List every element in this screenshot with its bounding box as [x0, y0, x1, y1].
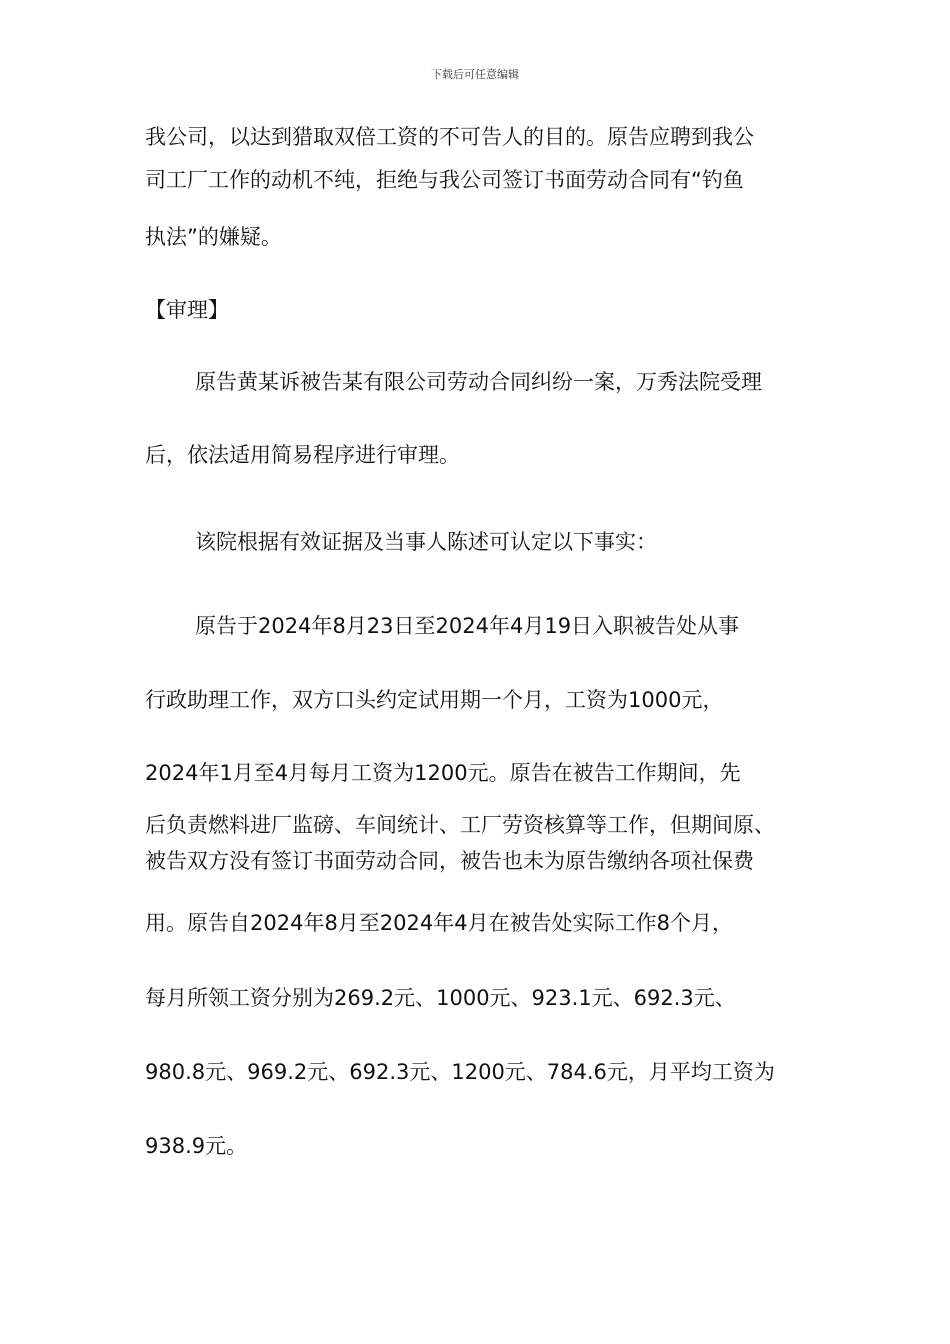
text-line-3: 执法”的嫌疑。 [145, 225, 282, 249]
text-line-5: 原告黄某诉被告某有限公司劳动合同纠纷一案，万秀法院受理 [195, 370, 762, 394]
text-line-13: 用。原告自2024年8月至2024年4月在被告处实际工作8个月， [145, 911, 733, 935]
page-header: 下载后可任意编辑 [431, 68, 519, 81]
text-line-7: 该院根据有效证据及当事人陈述可认定以下事实： [195, 530, 657, 554]
text-line-2: 司工厂工作的动机不纯，拒绝与我公司签订书面劳动合同有“钓鱼 [145, 168, 744, 192]
text-line-16: 938.9元。 [145, 1134, 248, 1158]
text-line-1: 我公司，以达到猎取双倍工资的不可告人的目的。原告应聘到我公 [145, 125, 754, 149]
text-line-10: 2024年1月至4月每月工资为1200元。原告在被告工作期间，先 [145, 761, 741, 785]
text-line-9: 行政助理工作，双方口头约定试用期一个月，工资为1000元， [145, 688, 724, 712]
text-line-8: 原告于2024年8月23日至2024年4月19日入职被告处从事 [195, 614, 740, 638]
text-line-11: 后负责燃料进厂监磅、车间统计、工厂劳资核算等工作，但期间原、 [145, 813, 775, 837]
text-line-15: 980.8元、969.2元、692.3元、1200元、784.6元，月平均工资为 [145, 1060, 775, 1084]
section-heading-review: 【审理】 [145, 298, 229, 322]
text-line-14: 每月所领工资分别为269.2元、1000元、923.1元、692.3元、 [145, 986, 736, 1010]
text-line-12: 被告双方没有签订书面劳动合同，被告也未为原告缴纳各项社保费 [145, 849, 754, 873]
text-line-6: 后，依法适用简易程序进行审理。 [145, 443, 460, 467]
